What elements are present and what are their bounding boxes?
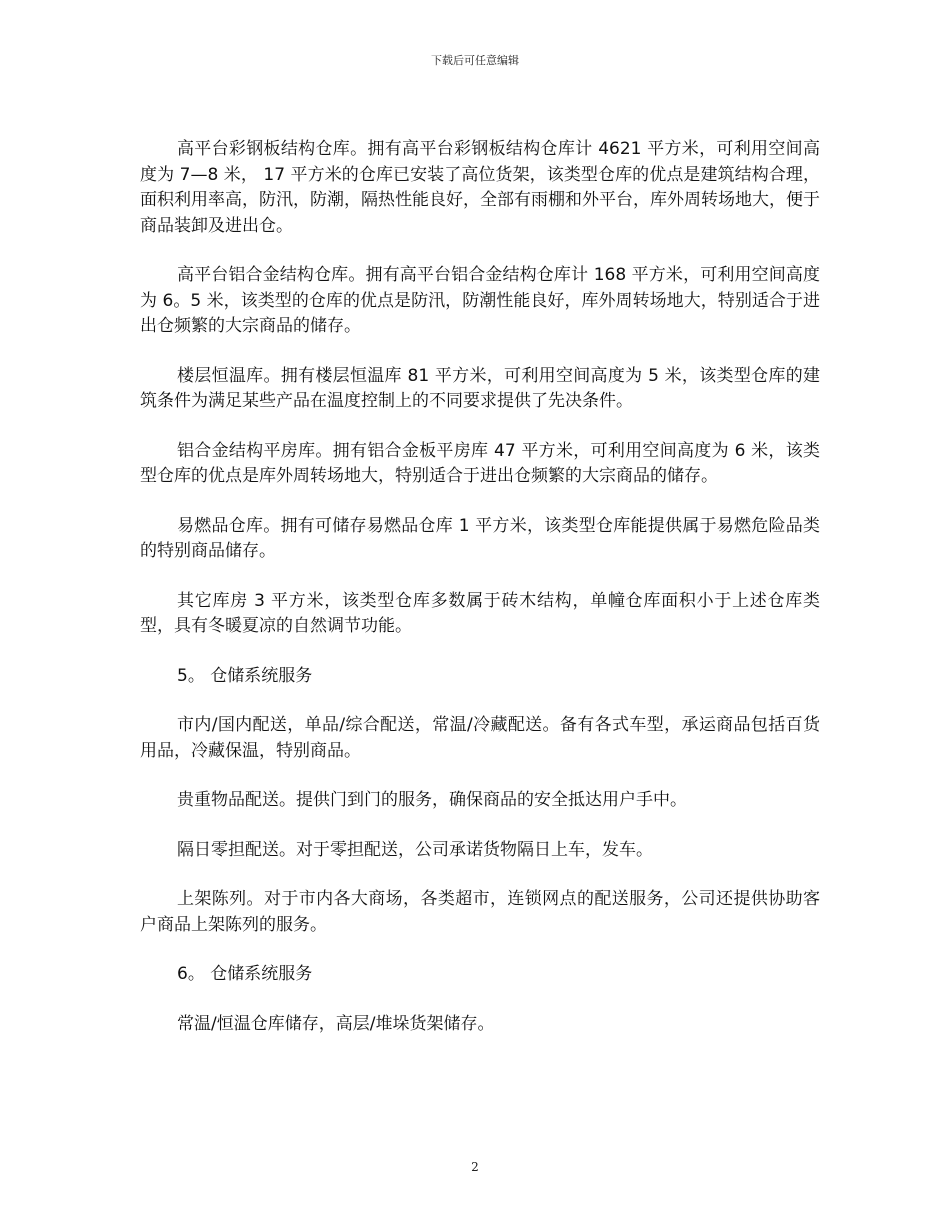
section-heading-6: 6。 仓储系统服务 [177,964,313,984]
paragraph-other-storage: 其它库房 3 平方米，该类型仓库多数属于砖木结构，单幢仓库面积小于上述仓库类型，具有冬暖夏凉的自然调节功能。 [140,590,820,636]
paragraph-flammable-warehouse: 易燃品仓库。拥有可储存易燃品仓库 1 平方米，该类型仓库能提供属于易燃危险品类的特别商品储存。 [140,515,820,561]
paragraph-city-delivery: 市内/国内配送，单品/综合配送，常温/冷藏配送。备有各式车型，承运商品包括百货用品，冷藏保温，特别商品。 [140,715,820,761]
paragraph-aluminum-bungalow: 铝合金结构平房库。拥有铝合金板平房库 47 平方米，可利用空间高度为 6 米，该类型仓库的优点是库外周转场地大，特别适合于进出仓频繁的大宗商品的储存。 [140,440,820,486]
paragraph-constant-temp-warehouse: 楼层恒温库。拥有楼层恒温库 81 平方米，可利用空间高度为 5 米，该类型仓库的建筑条件为满足某些产品在温度控制上的不同要求提供了先决条件。 [140,365,820,411]
page-number: 2 [471,1160,479,1174]
paragraph-storage-types: 常温/恒温仓库储存，高层/堆垛货架储存。 [177,1013,495,1034]
paragraph-aluminum-warehouse: 高平台铝合金结构仓库。拥有高平台铝合金结构仓库计 168 平方米，可利用空间高度为 6。5 米，该类型的仓库的优点是防汛，防潮性能良好，库外周转场地大，特别适合于进出仓频繁的大宗商品的储存。 [140,265,820,336]
paragraph-steel-warehouse: 高平台彩钢板结构仓库。拥有高平台彩钢板结构仓库计 4621 平方米，可利用空间高度为 7—8 米， 17 平方米的仓库已安装了高位货架，该类型仓库的优点是建筑结构合理，面积利用率高，防汛，防潮，隔热性能良好，全部有雨棚和外平台，库外周转场地大，便于商品装卸及进出仓。 [140,139,820,236]
paragraph-next-day-delivery: 隔日零担配送。对于零担配送，公司承诺货物隔日上车，发车。 [177,839,653,860]
paragraph-shelf-display: 上架陈列。对于市内各大商场，各类超市，连锁网点的配送服务，公司还提供协助客户商品上架陈列的服务。 [140,889,820,935]
paragraph-valuables-delivery: 贵重物品配送。提供门到门的服务，确保商品的安全抵达用户手中。 [177,790,687,810]
page-header: 下载后可任意编辑 [431,54,519,67]
section-heading-5: 5。 仓储系统服务 [177,665,313,686]
document-body [140,137,820,1061]
